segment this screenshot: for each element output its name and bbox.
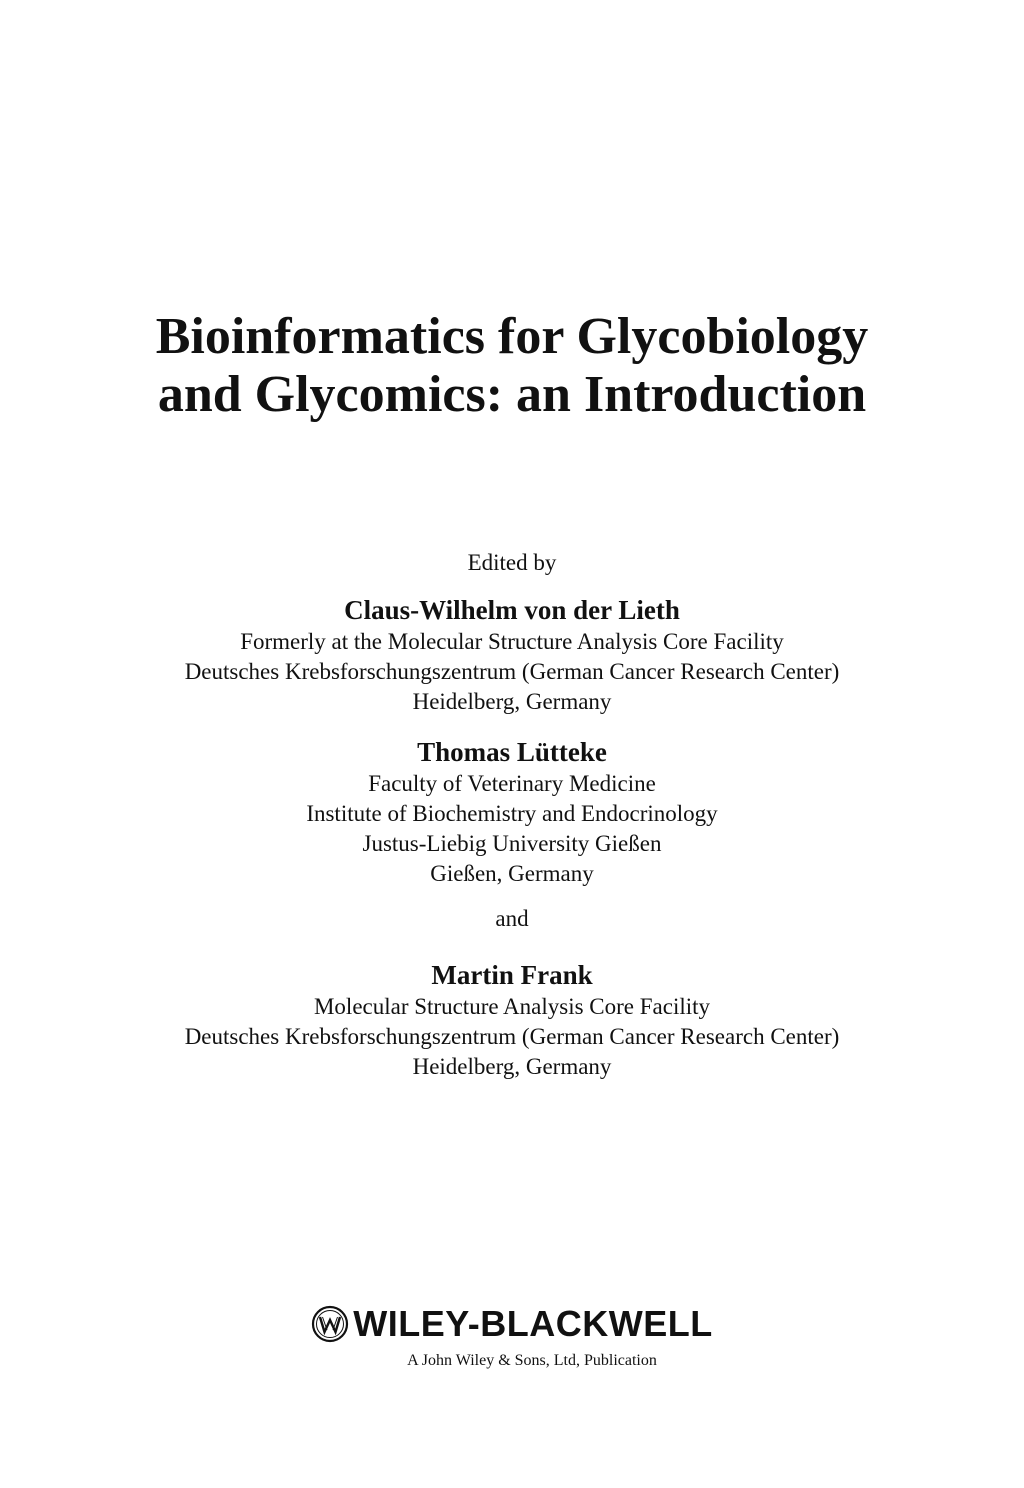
publisher-subtitle: A John Wiley & Sons, Ltd, Publication — [407, 1352, 657, 1369]
editor-block-2 — [0, 735, 1024, 889]
editor-block-3 — [0, 958, 1024, 1082]
wiley-logo-icon — [311, 1305, 349, 1343]
editor-name: Claus-Wilhelm von der Lieth — [344, 595, 680, 625]
editor-name: Thomas Lütteke — [417, 737, 607, 767]
publisher-logo — [311, 1302, 712, 1346]
editor-affiliation-line: Institute of Biochemistry and Endocrinology — [306, 801, 718, 826]
book-title — [0, 308, 1024, 424]
editor-affiliation-line: Faculty of Veterinary Medicine — [368, 771, 656, 796]
editor-affiliation-line: Deutsches Krebsforschungszentrum (German Cancer Research Center) — [184, 659, 840, 684]
editor-affiliation-line: Gießen, Germany — [430, 861, 594, 886]
publisher-name: WILEY-BLACKWELL — [353, 1303, 713, 1344]
conjunction-and: and — [495, 906, 529, 931]
editor-affiliation-line: Molecular Structure Analysis Core Facility — [313, 994, 711, 1019]
editor-affiliation-line: Heidelberg, Germany — [412, 689, 612, 714]
editor-affiliation-line: Heidelberg, Germany — [412, 1054, 612, 1079]
editor-affiliation-line: Deutsches Krebsforschungszentrum (German Cancer Research Center) — [184, 1024, 840, 1049]
book-title-line-1: Bioinformatics for Glycobiology — [155, 308, 869, 365]
editor-name: Martin Frank — [431, 960, 593, 990]
editor-affiliation-line: Formerly at the Molecular Structure Analysis Core Facility — [240, 629, 784, 654]
publisher-block — [0, 1302, 1024, 1372]
book-title-line-2: and Glycomics: an Introduction — [157, 366, 867, 423]
editor-block-1 — [0, 593, 1024, 717]
editor-affiliation-line: Justus-Liebig University Gießen — [362, 831, 662, 856]
edited-by-label: Edited by — [467, 550, 557, 575]
